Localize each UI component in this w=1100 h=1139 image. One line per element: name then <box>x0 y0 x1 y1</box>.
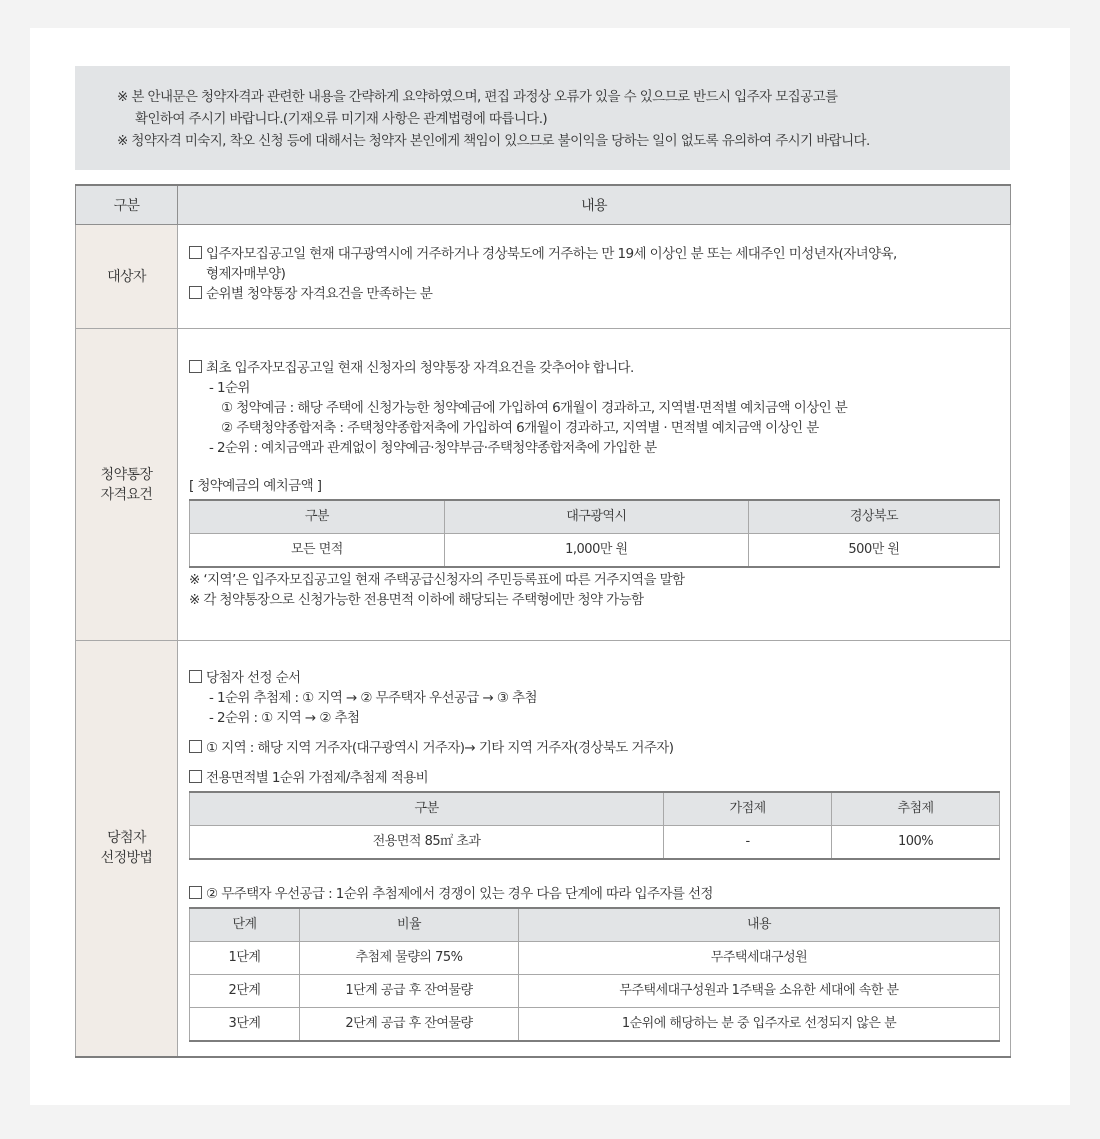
row-winner <box>76 641 1011 1057</box>
winner-order-rank2: - 2순위 : ① 지역 → ② 추첨 <box>209 710 360 726</box>
deposit-header: 경상북도 <box>748 500 999 534</box>
priority-cell: 1단계 공급 후 잔여물량 <box>300 975 519 1008</box>
row-content-account <box>178 329 1011 641</box>
account-intro: 최초 입주자모집공고일 현재 신청자의 청약통장 자격요건을 갖추어야 합니다. <box>189 358 1000 378</box>
deposit-header: 구분 <box>190 500 445 534</box>
deposit-header: 대구광역시 <box>444 500 748 534</box>
priority-header: 비율 <box>300 908 519 942</box>
row-content-winner <box>178 641 1011 1057</box>
priority-cell: 1순위에 해당하는 분 중 입주자로 선정되지 않은 분 <box>519 1008 1000 1042</box>
priority-header: 단계 <box>190 908 300 942</box>
ratio-cell: 전용면적 85㎡ 초과 <box>190 826 664 860</box>
winner-ratio-title: 전용면적별 1순위 가점제/추첨제 적용비 <box>189 768 1000 788</box>
ratio-cell: 100% <box>832 826 1000 860</box>
winner-region: ① 지역 : 해당 지역 거주자(대구광역시 거주자)→ 기타 지역 거주자(경상북도 거주자) <box>189 738 1000 758</box>
row-label-winner: 당첨자 선정방법 <box>76 641 178 1057</box>
notice-line-1: ※ 본 안내문은 청약자격과 관련한 내용을 간략하게 요약하였으며, 편집 과정상 오류가 있을 수 있으므로 반드시 입주자 모집공고를 <box>117 89 838 105</box>
table-row <box>190 1008 1000 1042</box>
priority-cell: 1단계 <box>190 942 300 975</box>
row-label-target: 대상자 <box>76 225 178 329</box>
ratio-header: 추첨제 <box>832 792 1000 826</box>
notice-line-3: ※ 청약자격 미숙지, 착오 신청 등에 대해서는 청약자 본인에게 책임이 있으므로 불이익을 당하는 일이 없도록 유의하여 주시기 바랍니다. <box>117 133 870 149</box>
table-row <box>190 826 1000 860</box>
ratio-header: 구분 <box>190 792 664 826</box>
row-content-target <box>178 225 1011 329</box>
checkbox-square-icon <box>189 886 202 899</box>
table-row <box>190 975 1000 1008</box>
winner-order-title: 당첨자 선정 순서 <box>189 668 1000 688</box>
content-card <box>30 28 1070 1105</box>
table-row <box>190 534 1000 568</box>
checkbox-square-icon <box>189 670 202 683</box>
checkbox-square-icon <box>189 286 202 299</box>
checkbox-square-icon <box>189 360 202 373</box>
checkbox-square-icon <box>189 246 202 259</box>
account-note-1: ※ ‘지역’은 입주자모집공고일 현재 주택공급신청자의 주민등록표에 따른 거주지역을 말함 <box>189 572 685 588</box>
ratio-cell: - <box>664 826 832 860</box>
account-note-2: ※ 각 청약통장으로 신청가능한 전용면적 이하에 해당되는 주택형에만 청약 가능함 <box>189 592 644 608</box>
priority-cell: 3단계 <box>190 1008 300 1042</box>
priority-table <box>189 907 1000 1042</box>
row-label-account: 청약통장 자격요건 <box>76 329 178 641</box>
account-rank1-b: ② 주택청약종합저축 : 주택청약종합저축에 가입하여 6개월이 경과하고, 지역별 · 면적별 예치금액 이상인 분 <box>221 420 819 436</box>
priority-cell: 추첨제 물량의 75% <box>300 942 519 975</box>
row-account <box>76 329 1011 641</box>
account-rank1: - 1순위 <box>209 380 250 396</box>
header-category: 구분 <box>76 185 178 225</box>
row-target <box>76 225 1011 329</box>
account-rank1-a: ① 청약예금 : 해당 주택에 신청가능한 청약예금에 가입하여 6개월이 경과하고, 지역별·면적별 예치금액 이상인 분 <box>221 400 848 416</box>
target-item-2: 순위별 청약통장 자격요건을 만족하는 분 <box>189 284 1000 304</box>
ratio-header: 가점제 <box>664 792 832 826</box>
notice-box <box>75 66 1010 170</box>
eligibility-table <box>75 184 1011 1058</box>
target-item-1-cont: 형제자매부양) <box>206 266 286 282</box>
priority-cell: 2단계 공급 후 잔여물량 <box>300 1008 519 1042</box>
ratio-table <box>189 791 1000 860</box>
deposit-table <box>189 499 1000 568</box>
deposit-title: [ 청약예금의 예치금액 ] <box>189 478 322 494</box>
deposit-cell: 500만 원 <box>748 534 999 568</box>
account-rank2: - 2순위 : 예치금액과 관계없이 청약예금·청약부금·주택청약종합저축에 가입한 분 <box>209 440 657 456</box>
deposit-cell: 1,000만 원 <box>444 534 748 568</box>
table-row <box>190 942 1000 975</box>
priority-cell: 무주택세대구성원과 1주택을 소유한 세대에 속한 분 <box>519 975 1000 1008</box>
priority-header: 내용 <box>519 908 1000 942</box>
priority-cell: 2단계 <box>190 975 300 1008</box>
target-item-1: 입주자모집공고일 현재 대구광역시에 거주하거나 경상북도에 거주하는 만 19세 이상인 분 또는 세대주인 미성년자(자녀양육, <box>189 244 1000 264</box>
checkbox-square-icon <box>189 770 202 783</box>
checkbox-square-icon <box>189 740 202 753</box>
priority-cell: 무주택세대구성원 <box>519 942 1000 975</box>
deposit-cell: 모든 면적 <box>190 534 445 568</box>
header-content: 내용 <box>178 185 1011 225</box>
winner-order-rank1: - 1순위 추첨제 : ① 지역 → ② 무주택자 우선공급 → ③ 추첨 <box>209 690 537 706</box>
winner-priority-title: ② 무주택자 우선공급 : 1순위 추첨제에서 경쟁이 있는 경우 다음 단계에 따라 입주자를 선정 <box>189 884 1000 904</box>
notice-line-2: 확인하여 주시기 바랍니다.(기재오류 미기재 사항은 관계법령에 따릅니다.) <box>135 111 548 127</box>
